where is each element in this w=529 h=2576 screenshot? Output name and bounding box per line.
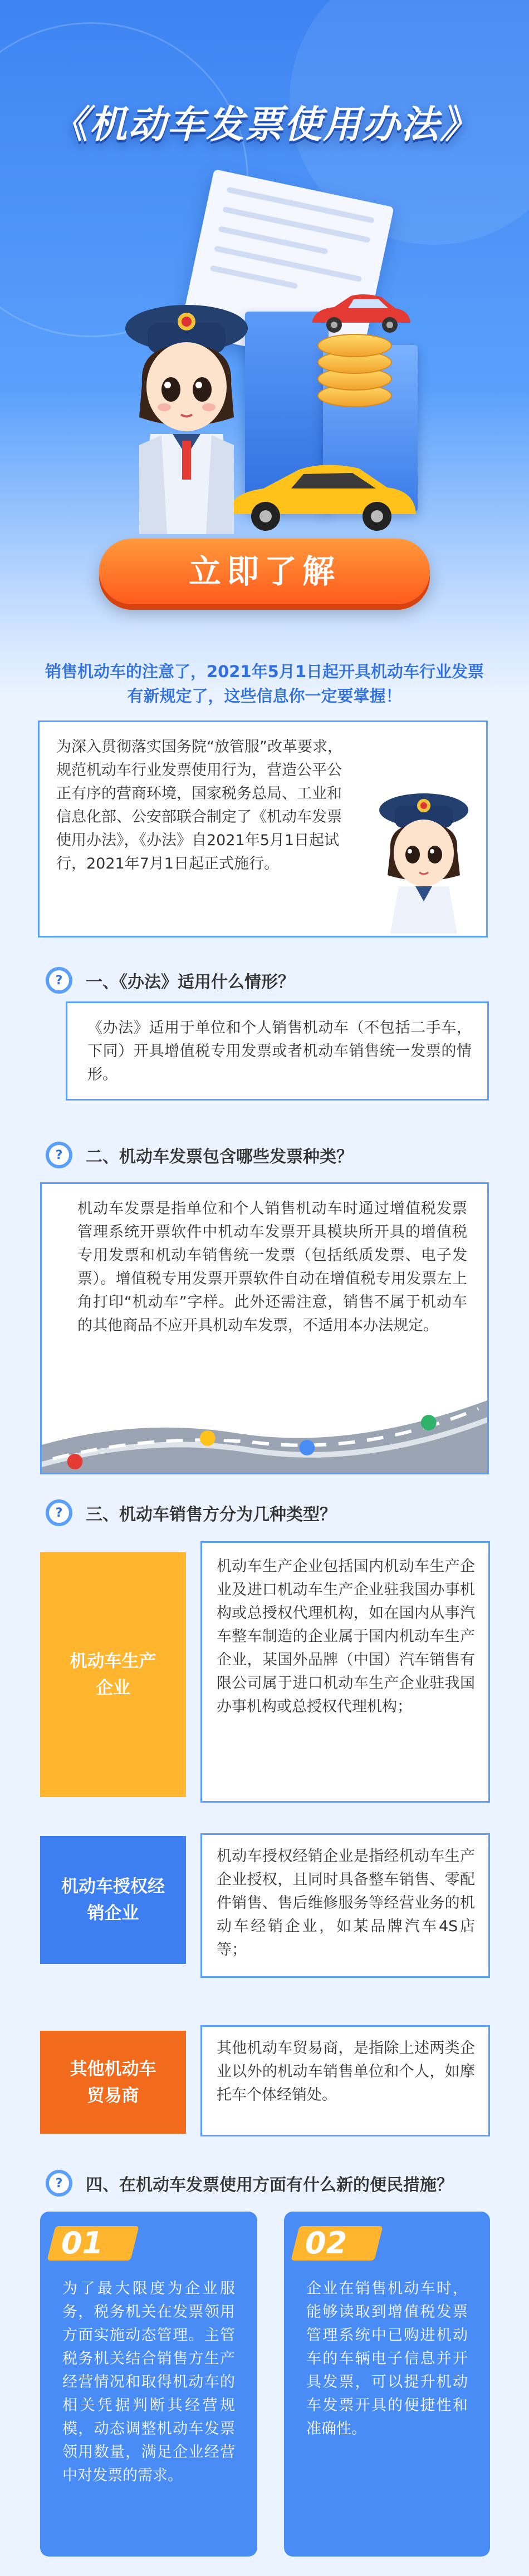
question-3-title: 三、机动车销售方分为几种类型？ (86, 1505, 336, 1524)
tax-officer-mascot-small (368, 783, 479, 934)
question-3-header (46, 1499, 336, 1526)
seller-type-3-label: 其他机动车贸易商 (40, 2031, 186, 2134)
road-illustration (42, 1378, 487, 1473)
question-4-header (46, 2170, 453, 2197)
question-1-answer-box (66, 1001, 489, 1101)
measure-number: 01 (61, 2225, 104, 2261)
question-1-answer: 《办法》适用于单位和个人销售机动车（不包括二手车，下同）开具增值税专用发票或者机动车销售统一发票的情形。 (87, 1019, 472, 1083)
question-2-title: 二、机动车发票包含哪些发票种类？ (86, 1147, 353, 1167)
question-2-header (46, 1142, 353, 1168)
seller-type-2-box (200, 1833, 490, 1978)
measure-1-text: 为了最大限度为企业服务，税务机关在发票领用方面实施动态管理。主管税务机关结合销售方生产经营情况和取得机动车的相关凭据判断其经营规模，动态调整机动车发票领用数量，满足企业经营中对发票的需求。 (62, 2280, 235, 2484)
question-4-title: 四、在机动车发票使用方面有什么新的便民措施？ (86, 2175, 453, 2195)
intro-box (38, 721, 488, 937)
seller-type-1-label: 机动车生产企业 (40, 1552, 186, 1797)
page-title: 《机动车发票使用办法》 (50, 103, 479, 147)
notice-banner: 销售机动车的注意了，2021年5月1日起开具机动车行业发票有新规定了，这些信息你一定要掌握！ (45, 662, 484, 705)
seller-type-2-desc: 机动车授权经销企业是指经机动车生产企业授权，且同时具备整车销售、零配件销售、售后维修服务等经营业务的机动车经销企业，如某品牌汽车4S店等； (217, 1848, 475, 1958)
question-icon: ? (46, 1142, 72, 1168)
intro-text: 为深入贯彻落实国务院“放管服”改革要求，规范机动车行业发票使用行为，营造公平公正有序的营商环境，国家税务总局、工业和信息化部、公安部联合制定了《机动车发票使用办法》，《办法》自2021年5月1日起试行，2021年7月1日起正式施行。 (56, 738, 342, 872)
question-1-header (46, 967, 295, 994)
seller-type-1-box (200, 1541, 490, 1803)
seller-type-2-label: 机动车授权经销企业 (40, 1836, 186, 1964)
measure-card-1 (40, 2212, 257, 2557)
question-2-answer-box (40, 1182, 489, 1474)
question-1-title: 一、《办法》适用什么情形？ (86, 973, 295, 992)
seller-type-3-box (200, 2025, 490, 2136)
measure-card-2 (284, 2212, 490, 2557)
hero-banner (0, 0, 529, 657)
question-icon: ? (46, 2170, 72, 2197)
question-2-answer: 机动车发票是指单位和个人销售机动车时通过增值税发票管理系统开票软件中机动车发票开具模块所开具的增值税专用发票和机动车销售统一发票（包括纸质发票、电子发票）。增值税专用发票开票软件自动在增值税专用发票左上角打印“机动车”字样。此外还需注意，销售不属于机动车的其他商品不应开具机动车发票，不适用本办法规定。 (77, 1200, 467, 1334)
question-icon: ? (46, 967, 72, 994)
tax-officer-mascot (120, 289, 253, 540)
question-icon: ? (46, 1499, 72, 1526)
seller-type-3-desc: 其他机动车贸易商，是指除上述两类企业以外的机动车销售单位和个人，如摩托车个体经销处。 (217, 2040, 475, 2104)
measure-number: 02 (305, 2225, 347, 2261)
seller-type-1-desc: 机动车生产企业包括国内机动车生产企业及进口机动车生产企业驻我国办事机构或总授权代理机构，如在国内从事汽车整车制造的企业属于国内机动车生产企业，某国外品牌（中国）汽车销售有限公司属于进口机动车生产企业驻我国办事机构或总授权代理机构； (217, 1558, 475, 1715)
red-car-icon (303, 289, 415, 339)
measure-2-text: 企业在销售机动车时，能够读取到增值税发票管理系统中已购进机动车的车辆电子信息并开具发票，可以提升机动车发票开具的便捷性和准确性。 (306, 2280, 468, 2437)
learn-more-button[interactable]: 立即了解 (99, 539, 430, 604)
